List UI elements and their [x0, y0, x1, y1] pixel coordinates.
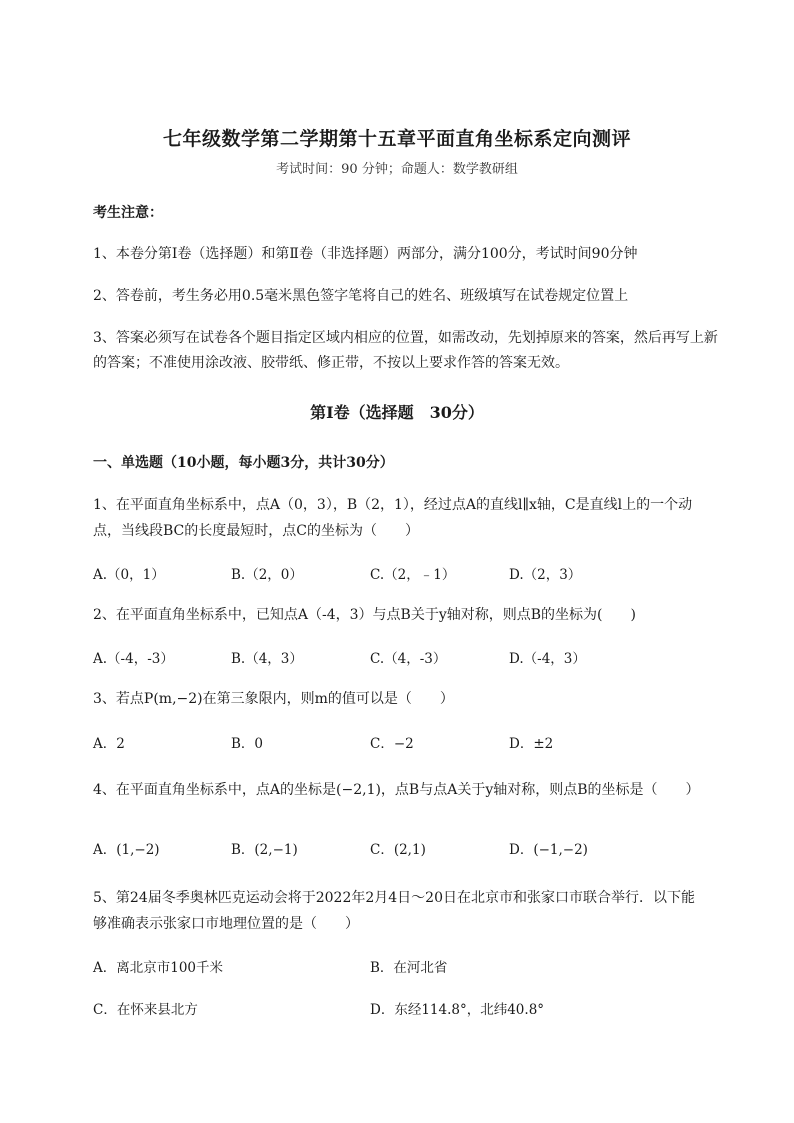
q1-option-b[interactable]: B.（2，0）	[231, 567, 303, 583]
notice-item-1: 1、本卷分第Ⅰ卷（选择题）和第Ⅱ卷（非选择题）两部分，满分100分，考试时间90分钟	[93, 246, 638, 262]
notice-item-3-cont: 的答案；不准使用涂改液、胶带纸、修正带，不按以上要求作答的答案无效。	[93, 355, 569, 371]
q3-option-d[interactable]: D．±2	[509, 736, 554, 752]
q1-option-c[interactable]: C.（2，﹣1）	[370, 567, 456, 583]
q4-option-d[interactable]: D．(−1,−2)	[509, 842, 588, 858]
q1-option-a[interactable]: A.（0，1）	[93, 567, 165, 583]
question-1-line-1: 1、在平面直角坐标系中，点A（0，3），B（2，1），经过点A的直线l∥x轴，C是直线l上的一个动	[93, 497, 693, 513]
q2-option-c[interactable]: C.（4，-3）	[370, 651, 447, 667]
question-5-line-1: 5、第24届冬季奥林匹克运动会将于2022年2月4日～20日在北京市和张家口市联合举行．以下能	[93, 890, 695, 906]
notice-item-3: 3、答案必须写在试卷各个题目指定区域内相应的位置，如需改动，先划掉原来的答案，然后再写上新	[93, 330, 718, 346]
q5-option-b[interactable]: B．在河北省	[370, 960, 448, 976]
q5-option-c[interactable]: C．在怀来县北方	[93, 1002, 198, 1018]
q3-option-a[interactable]: A．2	[93, 736, 125, 752]
q4-option-a[interactable]: A．(1,−2)	[93, 842, 160, 858]
page-title: 七年级数学第二学期第十五章平面直角坐标系定向测评	[162, 128, 631, 150]
page-subtitle: 考试时间：90 分钟；命题人：数学教研组	[276, 162, 518, 177]
notice-item-2: 2、答卷前，考生务必用0.5毫米黑色签字笔将自己的姓名、班级填写在试卷规定位置上	[93, 288, 629, 304]
question-5-line-2: 够准确表示张家口市地理位置的是（ ）	[93, 916, 359, 932]
q1-option-d[interactable]: D.（2，3）	[509, 567, 582, 583]
q5-option-a[interactable]: A．离北京市100千米	[93, 960, 224, 976]
part-heading: 一、单选题（10小题，每小题3分，共计30分）	[93, 455, 394, 471]
section-title: 第Ⅰ卷（选择题 30分）	[310, 403, 484, 422]
q4-option-c[interactable]: C．(2,1)	[370, 842, 426, 858]
notice-heading: 考生注意：	[93, 205, 163, 221]
q2-option-d[interactable]: D.（-4，3）	[509, 651, 586, 667]
q3-option-c[interactable]: C．−2	[370, 736, 414, 752]
question-3-line-1: 3、若点P(m,−2)在第三象限内，则m的值可以是（ ）	[93, 691, 454, 707]
q5-option-d[interactable]: D．东经114.8°，北纬40.8°	[370, 1002, 545, 1018]
q4-option-b[interactable]: B．(2,−1)	[231, 842, 298, 858]
question-2-line-1: 2、在平面直角坐标系中，已知点A（-4，3）与点B关于y轴对称，则点B的坐标为( )	[93, 607, 636, 623]
question-4-line-1: 4、在平面直角坐标系中，点A的坐标是(−2,1)，点B与点A关于y轴对称，则点B的坐标是（ ）	[93, 782, 700, 798]
q2-option-a[interactable]: A.（-4，-3）	[93, 651, 174, 667]
q3-option-b[interactable]: B．0	[231, 736, 264, 752]
q2-option-b[interactable]: B.（4，3）	[231, 651, 303, 667]
question-1-line-2: 点，当线段BC的长度最短时，点C的坐标为（ ）	[93, 523, 419, 539]
